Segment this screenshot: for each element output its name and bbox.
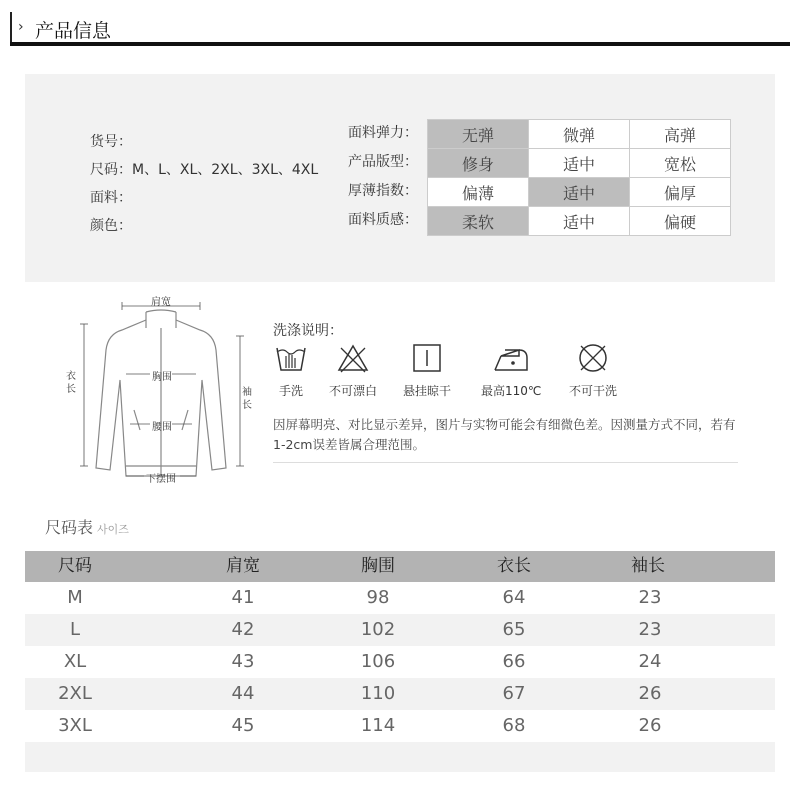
attr-option: 适中	[529, 207, 630, 236]
jacket-icon	[60, 290, 260, 490]
fabric: 面料：	[90, 190, 132, 206]
attr-option: 微弹	[529, 120, 630, 149]
attr-row-texture	[428, 207, 731, 236]
wash-label: 悬挂晾干	[403, 384, 452, 398]
length-label: 衣长	[66, 371, 76, 395]
table-cell: 26	[638, 715, 662, 736]
header-cell: 胸围	[361, 556, 395, 576]
wash-label: 最高110℃	[481, 384, 542, 398]
table-cell: 24	[638, 651, 662, 672]
table-row	[25, 678, 775, 710]
table-cell: 64	[502, 587, 526, 608]
attr-option: 宽松	[630, 149, 731, 178]
hang-dry-icon	[409, 342, 445, 374]
attr-label: 面料质感：	[348, 212, 418, 228]
table-cell: 3XL	[58, 715, 92, 736]
hand-wash-icon	[273, 342, 309, 374]
table-footer	[25, 742, 775, 772]
attr-option: 适中	[529, 178, 630, 207]
table-cell: 23	[638, 619, 662, 640]
table-row	[25, 582, 775, 614]
header-cell: 尺码	[58, 556, 92, 576]
attr-label: 面料弹力：	[348, 125, 418, 141]
table-cell: 106	[360, 651, 396, 672]
iron-icon	[491, 342, 531, 374]
header-cell: 肩宽	[226, 556, 260, 576]
header-rule	[10, 42, 790, 46]
color-disclaimer: 因屏幕明亮、对比显示差异，图片与实物可能会有细微色差。因测量方式不同，若有1-2cm误差皆属合理范围。	[273, 417, 736, 452]
chest-label: 胸围	[152, 372, 172, 383]
header-cell: 衣长	[497, 556, 531, 576]
size-chart-heading	[45, 515, 129, 538]
attribute-grid	[427, 119, 731, 236]
hem-label: 下摆围	[146, 474, 176, 485]
table-header	[25, 551, 775, 582]
attr-option: 偏硬	[630, 207, 731, 236]
attr-option: 修身	[428, 149, 529, 178]
wash-item	[481, 342, 541, 399]
attr-row-thickness	[428, 178, 731, 207]
wash-item	[403, 342, 451, 399]
product-basic-info	[90, 128, 318, 240]
shoulder-label: 肩宽	[151, 297, 171, 308]
color: 颜色：	[90, 218, 132, 234]
attr-option: 高弹	[630, 120, 731, 149]
attr-label: 厚薄指数：	[348, 183, 418, 199]
table-cell: 98	[366, 587, 390, 608]
product-info-panel	[25, 74, 775, 282]
table-cell: 67	[502, 683, 526, 704]
attribute-labels	[348, 119, 418, 235]
attr-option: 偏薄	[428, 178, 529, 207]
size-list: 尺码：M、L、XL、2XL、3XL、4XL	[90, 162, 319, 178]
size-chart-subtitle: 사이즈	[97, 523, 129, 536]
table-cell: L	[69, 619, 81, 640]
size-chart-table	[25, 551, 775, 772]
table-cell: 23	[638, 587, 662, 608]
size-chart-title: 尺码表	[45, 518, 94, 537]
wash-title: 洗涤说明：	[273, 323, 343, 339]
header-cell: 袖长	[631, 556, 665, 576]
no-dry-clean-icon	[575, 342, 611, 374]
wash-label: 不可干洗	[569, 384, 618, 398]
table-cell: 2XL	[58, 683, 92, 704]
table-cell: M	[67, 587, 83, 608]
attr-row-fit	[428, 149, 731, 178]
attr-option: 无弹	[428, 120, 529, 149]
table-row	[25, 646, 775, 678]
table-cell: XL	[63, 651, 87, 672]
table-cell: 68	[502, 715, 526, 736]
wash-item	[329, 342, 377, 399]
wash-icons	[273, 342, 743, 402]
table-cell: 65	[502, 619, 526, 640]
attr-option: 柔软	[428, 207, 529, 236]
attr-label: 产品版型：	[348, 154, 418, 170]
table-cell: 66	[502, 651, 526, 672]
no-bleach-icon	[335, 342, 371, 374]
sleeve-label: 袖长	[242, 387, 252, 411]
table-cell: 43	[231, 651, 255, 672]
wash-label: 手洗	[278, 384, 303, 398]
header-bar	[10, 12, 12, 46]
section-header	[0, 0, 790, 50]
table-cell: 41	[231, 587, 255, 608]
table-cell: 44	[231, 683, 255, 704]
attr-row-elasticity	[428, 120, 731, 149]
table-cell: 42	[231, 619, 255, 640]
wash-item	[569, 342, 617, 399]
section-title: 产品信息	[35, 20, 112, 42]
table-cell: 26	[638, 683, 662, 704]
attr-option: 适中	[529, 149, 630, 178]
item-number: 货号：	[90, 134, 132, 150]
table-cell: 102	[360, 619, 396, 640]
chevron-right-icon: ›	[18, 19, 24, 35]
table-row	[25, 710, 775, 742]
attr-option: 偏厚	[630, 178, 731, 207]
wash-item	[273, 342, 309, 399]
table-cell: 45	[231, 715, 255, 736]
measurement-diagram	[60, 290, 260, 490]
wash-label: 不可漂白	[329, 384, 378, 398]
table-cell: 110	[360, 683, 396, 704]
table-row	[25, 614, 775, 646]
waist-label: 腰围	[152, 422, 172, 433]
table-cell: 114	[360, 715, 396, 736]
divider	[273, 462, 738, 463]
